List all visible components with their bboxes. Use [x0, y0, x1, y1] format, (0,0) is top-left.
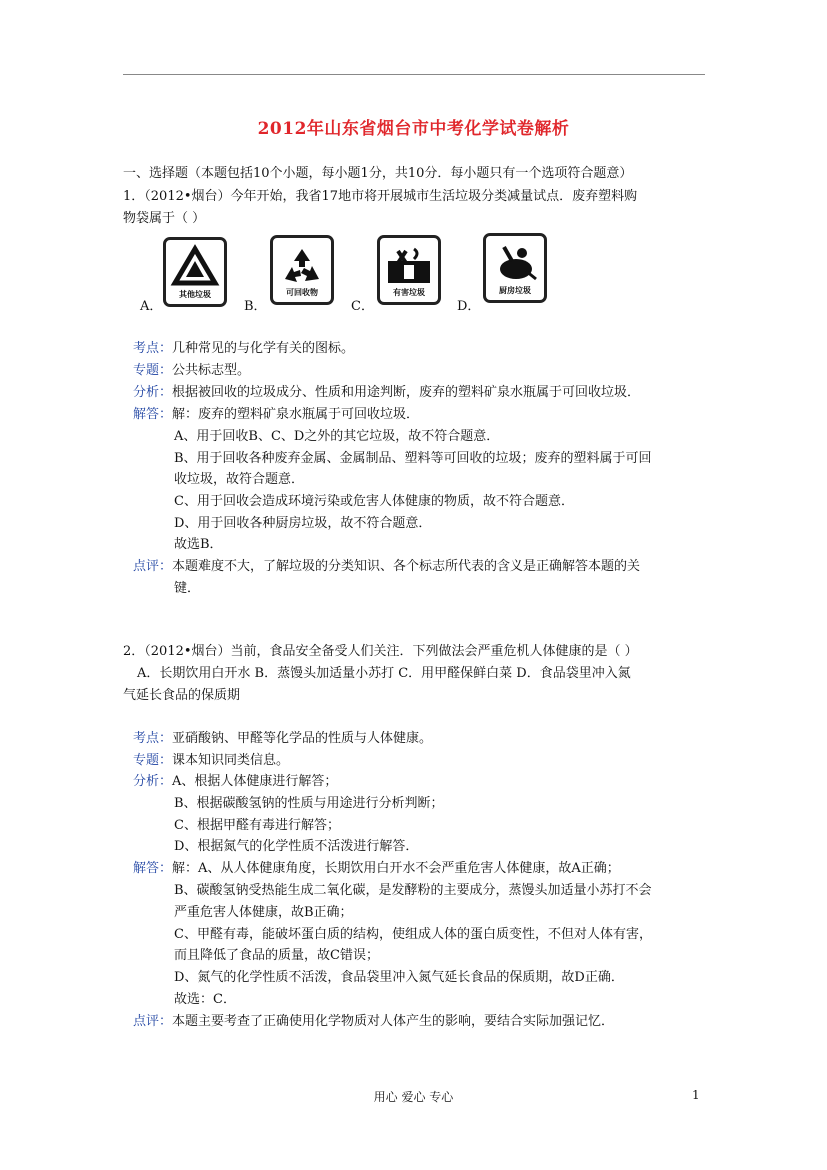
q1-dianping-label: 点评： — [133, 559, 173, 574]
q1-jieda-line: 收垃圾，故符合题意． — [174, 472, 305, 487]
q2-zhuanti-text: 课本知识同类信息。 — [172, 753, 290, 768]
page-title: 2012年山东省烟台市中考化学试卷解析 — [257, 119, 570, 139]
recyclable-caption: 可回收物 — [286, 288, 318, 297]
q2-jieda-line: 严重危害人体健康，故B正确； — [174, 905, 353, 920]
header-rule — [123, 74, 705, 75]
other-waste-triangle-icon — [170, 244, 220, 290]
q2-jieda-label: 解答： — [133, 861, 173, 876]
q2-kaodian-text: 亚硝酸钠、甲醛等化学品的性质与人体健康。 — [172, 731, 433, 746]
kitchen-waste-sign-icon — [483, 233, 547, 303]
recycle-arrows-icon — [277, 242, 327, 288]
hazardous-waste-icon — [384, 242, 434, 288]
q1-option-a-letter: A． — [140, 299, 163, 314]
q1-jieda-line: 故选B． — [174, 537, 223, 552]
q2-fenxi-line: D、根据氮气的化学性质不活泼进行解答． — [174, 839, 419, 854]
q1-zhuanti-row — [133, 362, 250, 380]
kitchen-waste-icon — [490, 240, 540, 286]
q2-jieda-line: B、碳酸氢钠受热能生成二氧化碳，是发酵粉的主要成分，蒸馒头加适量小苏打不会 — [174, 883, 652, 898]
q2-dianping-text: 本题主要考查了正确使用化学物质对人体产生的影响，要结合实际加强记忆． — [172, 1014, 615, 1029]
q1-option-b-letter: B． — [244, 299, 267, 314]
q1-stem-line1: 1．（2012•烟台）今年开始，我省17地市将开展城市生活垃圾分类减量试点．废弃塑料购 — [123, 189, 638, 204]
other-waste-caption: 其他垃圾 — [179, 290, 211, 299]
q1-fenxi-row — [133, 384, 640, 402]
q2-kaodian-row — [133, 730, 432, 748]
q1-jieda-label: 解答： — [133, 407, 173, 422]
footer-motto: 用心 爱心 专心 — [373, 1090, 454, 1104]
q2-fenxi-line: A、根据人体健康进行解答； — [172, 774, 338, 789]
q1-jieda-line: D、用于回收各种厨房垃圾，故不符合题意． — [174, 516, 432, 531]
q2-stem-line3: 气延长食品的保质期 — [123, 688, 241, 703]
q1-jieda-line: B、用于回收各种废弃金属、金属制品、塑料等可回收的垃圾；废弃的塑料属于可回 — [174, 451, 652, 466]
other-waste-sign-icon — [163, 237, 227, 307]
q1-jieda-row — [133, 406, 419, 424]
q2-fenxi-line: C、根据甲醛有毒进行解答； — [174, 818, 340, 833]
q2-fenxi-label: 分析： — [133, 774, 173, 789]
q2-jieda-row — [133, 860, 620, 878]
q1-zhuanti-text: 公共标志型。 — [172, 363, 251, 378]
q2-fenxi-row — [133, 773, 337, 791]
q2-fenxi-line: B、根据碳酸氢钠的性质与用途进行分析判断； — [174, 796, 444, 811]
q1-option-d-letter: D． — [457, 299, 481, 314]
q2-stem-line1: 2．（2012•烟台）当前，食品安全备受人们关注．下列做法会严重危机人体健康的是（ ） — [123, 644, 638, 659]
recyclable-sign-icon — [270, 235, 334, 305]
q2-dianping-row — [133, 1013, 614, 1031]
q1-jieda-line: A、用于回收B、C、D之外的其它垃圾，故不符合题意． — [174, 429, 500, 444]
q1-option-c-letter: C． — [351, 299, 374, 314]
q1-kaodian-text: 几种常见的与化学有关的图标。 — [172, 341, 355, 356]
q1-dianping-line: 键． — [174, 581, 201, 596]
q1-jieda-line: C、用于回收会造成环境污染或危害人体健康的物质，故不符合题意． — [174, 494, 574, 509]
q1-zhuanti-label: 专题： — [133, 363, 173, 378]
page-number: 1 — [692, 1088, 700, 1102]
q2-jieda-line: 解：A、从人体健康角度，长期饮用白开水不会严重危害人体健康，故A正确； — [172, 861, 620, 876]
q1-fenxi-label: 分析： — [133, 385, 173, 400]
q2-dianping-label: 点评： — [133, 1014, 173, 1029]
q2-jieda-line: 故选：C． — [174, 992, 236, 1007]
hazardous-waste-caption: 有害垃圾 — [393, 288, 425, 297]
q1-dianping-row — [133, 558, 640, 576]
q2-zhuanti-label: 专题： — [133, 753, 173, 768]
q1-stem-line2: 物袋属于（ ） — [123, 211, 206, 226]
q2-jieda-line: D、氮气的化学性质不活泼，食品袋里冲入氮气延长食品的保质期，故D正确． — [174, 970, 624, 985]
q2-kaodian-label: 考点： — [133, 731, 173, 746]
q2-stem-line2: A．长期饮用白开水 B．蒸馒头加适量小苏打 C．用甲醛保鲜白菜 D．食品袋里冲入氮 — [137, 666, 631, 681]
q1-dianping-line: 本题难度不大，了解垃圾的分类知识、各个标志所代表的含义是正确解答本题的关 — [172, 559, 641, 574]
q2-jieda-line: C、甲醛有毒，能破坏蛋白质的结构，使组成人体的蛋白质变性，不但对人体有害， — [174, 927, 652, 942]
section-header: 一、选择题（本题包括10个小题，每小题1分，共10分．每小题只有一个选项符合题意） — [123, 166, 633, 181]
q1-kaodian-row — [133, 340, 354, 358]
q1-fenxi-text: 根据被回收的垃圾成分、性质和用途判断，废弃的塑料矿泉水瓶属于可回收垃圾． — [172, 385, 641, 400]
hazardous-waste-sign-icon — [377, 235, 441, 305]
kitchen-waste-caption: 厨房垃圾 — [499, 286, 531, 295]
q2-zhuanti-row — [133, 752, 289, 770]
q2-jieda-line: 而且降低了食品的质量，故C错误； — [174, 948, 379, 963]
q1-jieda-line: 解：废弃的塑料矿泉水瓶属于可回收垃圾． — [172, 407, 420, 422]
q1-kaodian-label: 考点： — [133, 341, 173, 356]
